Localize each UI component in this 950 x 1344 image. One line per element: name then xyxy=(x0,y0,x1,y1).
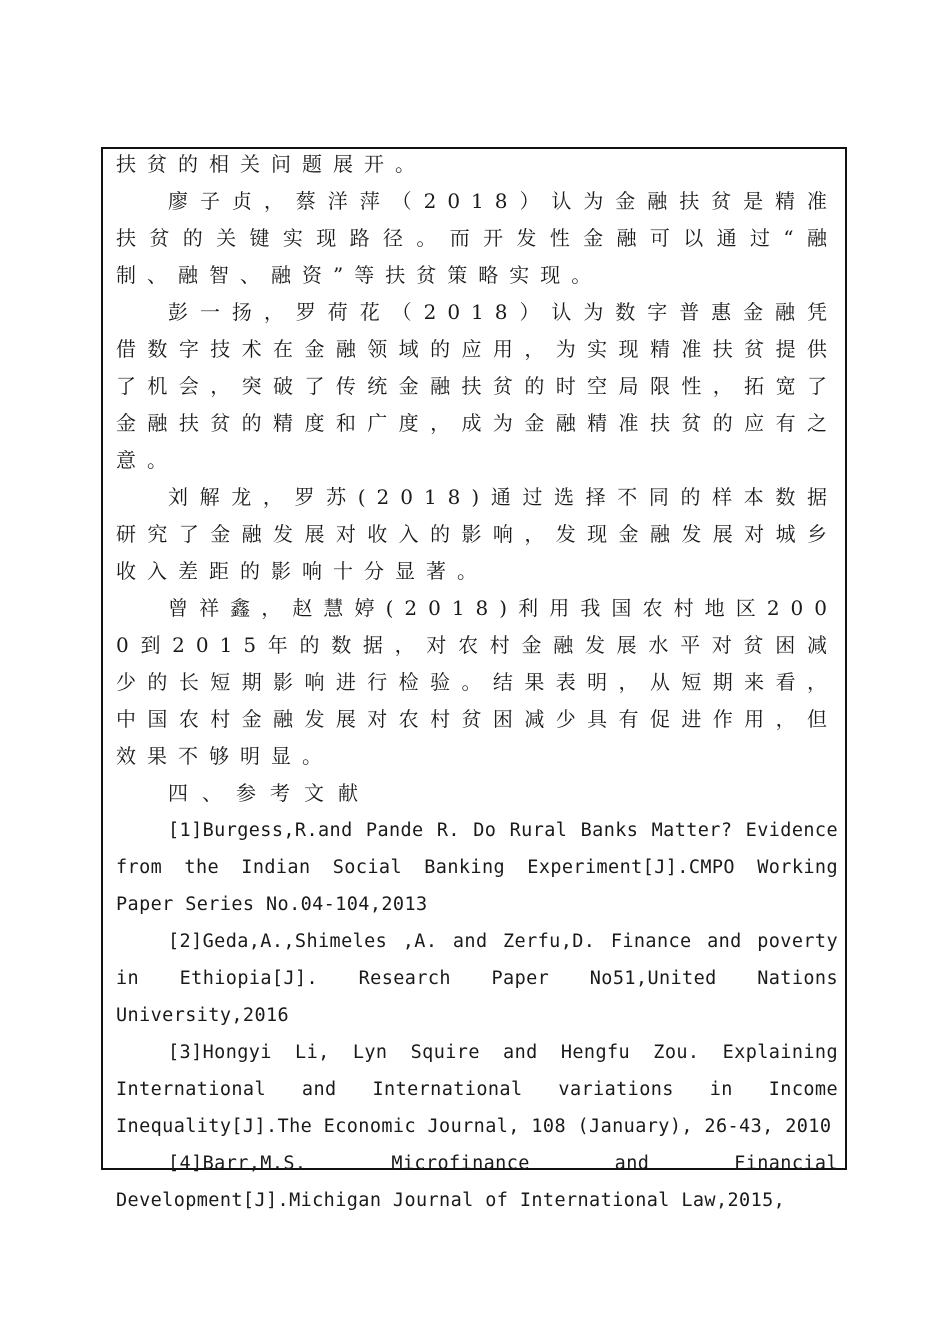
reference-item-4: [4]Barr,M.S. Microfinance and Financial Development[J].Michigan Journal of International Law,2015, xyxy=(116,1153,838,1211)
paragraph-zeng-xiangxin: 曾祥鑫，赵慧婷(2018)利用我国农村地区2000到2015年的数据，对农村金融发展水平对贫困减少的长短期影响进行检验。结果表明，从短期来看，中国农村金融发展对农村贫困减少具有促进作用，但效果不够明显。 xyxy=(116,596,838,768)
reference-item-2: [2]Geda,A.,Shimeles ,A. and Zerfu,D. Finance and poverty in Ethiopia[J]. Research Paper No51,United Nations University,2016 xyxy=(116,931,838,1026)
reference-item-1: [1]Burgess,R.and Pande R. Do Rural Banks Matter? Evidence from the Indian Social Banking Experiment[J].CMPO Working Paper Series No.04-104,2013 xyxy=(116,820,838,915)
paragraph-liu-jielong: 刘解龙，罗苏(2018)通过选择不同的样本数据研究了金融发展对收入的影响，发现金融发展对城乡收入差距的影响十分显著。 xyxy=(116,485,838,583)
paragraph-continuation: 扶贫的相关问题展开。 xyxy=(116,152,426,176)
document-frame xyxy=(101,147,847,1211)
reference-item-3: [3]Hongyi Li, Lyn Squire and Hengfu Zou. Explaining International and International variations in Income Inequality[J].The Economic Journal, 108 (January), 26-43, 2010 xyxy=(116,1042,838,1137)
paragraph-liao-zizhen: 廖子贞，蔡洋萍（2018）认为金融扶贫是精准扶贫的关键实现路径。而开发性金融可以通过“融制、融智、融资”等扶贫策略实现。 xyxy=(116,189,838,287)
document-body xyxy=(116,146,838,1219)
section-heading-references: 四、参考文献 xyxy=(168,781,372,805)
paragraph-peng-yiyang: 彭一扬，罗荷花（2018）认为数字普惠金融凭借数字技术在金融领域的应用，为实现精准扶贫提供了机会，突破了传统金融扶贫的时空局限性，拓宽了金融扶贫的精度和广度，成为金融精准扶贫的应有之意。 xyxy=(116,300,838,472)
